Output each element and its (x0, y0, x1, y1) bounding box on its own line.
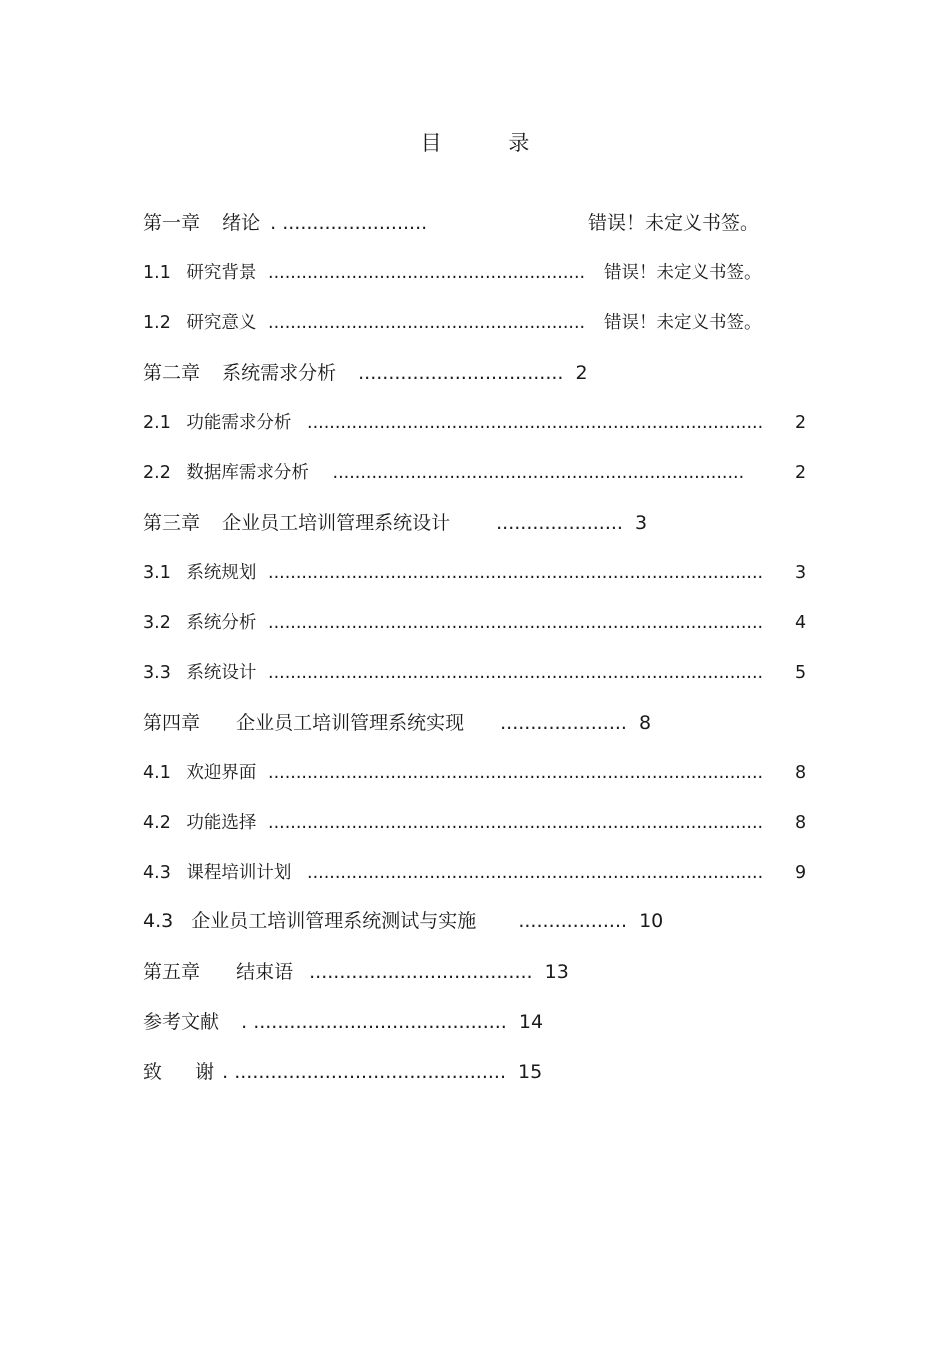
toc-leader-dots: .................. (518, 910, 628, 932)
toc-entry-page: 错误！未定义书签。 (604, 313, 762, 333)
toc-entry-section-2-2[interactable] (143, 459, 807, 487)
toc-entry-references[interactable] (143, 1008, 543, 1036)
toc-entry-section-4-2[interactable] (143, 809, 807, 837)
toc-entry-number: 第二章 (143, 362, 201, 384)
toc-entry-page: 14 (518, 1011, 544, 1033)
toc-entry-page: 8 (795, 763, 807, 783)
toc-entry-page: 10 (639, 910, 664, 932)
toc-entry-page: 2 (795, 413, 807, 433)
toc-entry-number: 1.2 (143, 313, 171, 333)
toc-title: 目 录 (420, 131, 560, 155)
toc-entry-number: 2.1 (143, 413, 171, 433)
toc-entry-page: 8 (795, 813, 807, 833)
toc-entry-page: 2 (795, 463, 807, 483)
toc-entry-section-3-3[interactable] (143, 659, 807, 687)
toc-entry-chapter-4[interactable] (143, 709, 651, 737)
toc-entry-number: 致 (143, 1061, 163, 1083)
toc-leader-dots: ......................................................................................... (268, 613, 764, 633)
toc-entry-page: 8 (639, 712, 652, 734)
toc-leader-dots: ......................................................................................... (268, 813, 764, 833)
toc-leader-dots: .......................................................................... (332, 463, 745, 483)
toc-entry-label: 谢 (195, 1061, 215, 1083)
toc-entry-section-3-1[interactable] (143, 559, 807, 587)
toc-entry-label: 功能选择 (186, 813, 257, 833)
toc-leader-dots: .................................................................................. (307, 863, 764, 883)
toc-entry-chapter-2[interactable] (143, 359, 588, 387)
toc-entry-label: 企业员工培训管理系统测试与实施 (191, 910, 477, 932)
toc-entry-label: 企业员工培训管理系统实现 (236, 712, 465, 734)
toc-leader-dots: .................................. (358, 362, 564, 384)
toc-entry-section-4-3-testing[interactable] (143, 907, 663, 935)
toc-entry-label: 课程培训计划 (186, 863, 292, 883)
toc-entry-section-3-2[interactable] (143, 609, 807, 637)
toc-entry-label: 研究背景 (186, 263, 257, 283)
toc-entry-section-1-1[interactable] (143, 259, 762, 287)
toc-entry-label: 系统分析 (186, 613, 257, 633)
toc-leader-dots: ......................................................... (268, 263, 586, 283)
toc-entry-number: 3.1 (143, 563, 171, 583)
toc-entry-acknowledgements[interactable] (143, 1058, 542, 1086)
toc-entry-number: 4.1 (143, 763, 171, 783)
toc-entry-number: 4.2 (143, 813, 171, 833)
toc-entry-label: 功能需求分析 (186, 413, 292, 433)
toc-entry-page: 5 (795, 663, 807, 683)
toc-entry-label: 结束语 (236, 961, 294, 983)
toc-entry-number: 3.2 (143, 613, 171, 633)
toc-leader-dots: . ............................................. (222, 1061, 506, 1083)
toc-entry-number: 参考文献 (143, 1011, 220, 1033)
toc-entry-label: 数据库需求分析 (186, 463, 309, 483)
toc-leader-dots: ......................................................... (268, 313, 586, 333)
toc-entry-number: 1.1 (143, 263, 171, 283)
toc-leader-dots: ......................................................................................... (268, 663, 764, 683)
toc-entry-label: 企业员工培训管理系统设计 (222, 512, 451, 534)
toc-entry-section-2-1[interactable] (143, 409, 807, 437)
toc-entry-number: 第四章 (143, 712, 201, 734)
toc-leader-dots: ......................................................................................... (268, 763, 764, 783)
toc-entry-section-1-2[interactable] (143, 309, 762, 337)
toc-leader-dots: .................................................................................. (307, 413, 764, 433)
toc-leader-dots: . .......................................... (241, 1011, 507, 1033)
toc-entry-page: 错误！未定义书签。 (604, 263, 762, 283)
toc-entry-number: 第五章 (143, 961, 201, 983)
toc-entry-page: 3 (635, 512, 648, 534)
toc-entry-section-4-3[interactable] (143, 859, 807, 887)
toc-entry-page: 错误！未定义书签。 (588, 212, 760, 234)
toc-entry-number: 第三章 (143, 512, 201, 534)
toc-leader-dots: . ........................ (270, 212, 428, 234)
toc-entry-label: 绪论 (222, 212, 261, 234)
toc-entry-label: 欢迎界面 (186, 763, 257, 783)
toc-entry-label: 系统需求分析 (222, 362, 337, 384)
toc-leader-dots: ..................................... (309, 961, 533, 983)
toc-entry-page: 15 (518, 1061, 543, 1083)
toc-entry-label: 系统设计 (186, 663, 257, 683)
toc-entry-number: 3.3 (143, 663, 171, 683)
toc-entry-section-4-1[interactable] (143, 759, 807, 787)
toc-entry-chapter-1[interactable] (143, 209, 760, 237)
toc-entry-number: 4.3 (143, 863, 171, 883)
toc-entry-page: 3 (795, 563, 807, 583)
toc-entry-page: 2 (575, 362, 588, 384)
toc-entry-number: 4.3 (143, 910, 174, 932)
toc-leader-dots: ..................... (496, 512, 623, 534)
toc-entry-chapter-5[interactable] (143, 958, 569, 986)
toc-entry-page: 4 (795, 613, 807, 633)
toc-entry-number: 第一章 (143, 212, 201, 234)
toc-entry-chapter-3[interactable] (143, 509, 647, 537)
toc-leader-dots: ..................... (500, 712, 627, 734)
toc-entry-page: 13 (544, 961, 569, 983)
toc-entry-label: 系统规划 (186, 563, 257, 583)
toc-entry-label: 研究意义 (186, 313, 257, 333)
toc-leader-dots: ......................................................................................... (268, 563, 764, 583)
toc-entry-number: 2.2 (143, 463, 171, 483)
toc-entry-page: 9 (795, 863, 807, 883)
